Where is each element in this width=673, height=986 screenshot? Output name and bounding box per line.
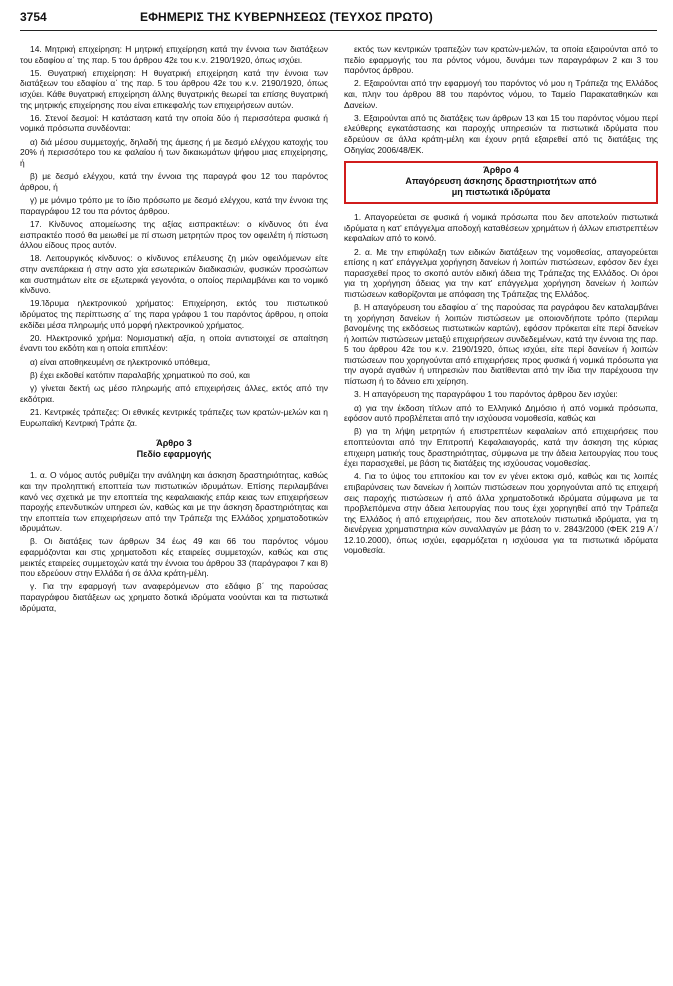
paragraph: 18. Λειτουργικός κίνδυνος: ο κίνδυνος επέλευσης ζη μιών οφειλόμενων είτε στην ανεπάρκεια ή στην αστο χία εσωτερικών διαδικασιών, φυσικών προσώπων και συστημάτων είτε σε εξωτερικά γεγονότα, ο οποίος περιλαμβάνει και το νομικό κίνδυνο. <box>20 253 328 296</box>
page-number: 3754 <box>20 10 47 24</box>
article-3-number: Άρθρο 3 <box>156 438 192 449</box>
paragraph: 15. Θυγατρική επιχείρηση: Η θυγατρική επιχείρηση κατά την έννοια των διατάξεων του εδαφίου α΄ της παρ. 5 του άρθρου 42ε του κ.ν. 2190/1920, όπως ισχύει. Κάθε θυγατρική επιχείρηση άλλης θυγατρικής θεωρεί ται επίσης θυγατρική της μητρικής επιχείρησης που είναι επικεφαλής των επιχειρήσεων αυτών. <box>20 67 328 110</box>
paragraph: β) για τη λήψη μετρητών ή επιστρεπτέων κεφαλαίων από επιχειρήσεις που εποπτεύονται από την Επιτροπή Κεφαλαιαγοράς, κατά την άσκηση της κύριας επιχειρη ματικής τους δραστηριότητας, σύμφωνα με την άδεια λειτουργίας που τους έχει παρασχεθεί, με βάση τις διατάξεις της ισχύουσας νομοθεσίας. <box>344 426 658 469</box>
article-4-title-line-2: μη πιστωτικά ιδρύματα <box>451 187 551 198</box>
paragraph: 3. Η απαγόρευση της παραγράφου 1 του παρόντος άρθρου δεν ισχύει: <box>354 389 618 400</box>
paragraph: 14. Μητρική επιχείρηση: Η μητρική επιχείρηση κατά την έννοια των διατάξεων του εδαφίου α΄ της παρ. 5 του άρθρου 42ε του κ.ν. 2190/1920, όπως ισχύει. <box>20 44 328 65</box>
paragraph: 20. Ηλεκτρονικό χρήμα: Νομισματική αξία, η οποία αντιστοιχεί σε απαίτηση έναντι του εκδότη και η οποία επιπλέον: <box>20 332 328 354</box>
paragraph: β) με δεσμό ελέγχου, κατά την έννοια της παραγρά φου 12 του παρόντος άρθρου, ή <box>20 171 328 192</box>
paragraph: 3. Εξαιρούνται από τις διατάξεις των άρθρων 13 και 15 του παρόντος νόμου περί ελεύθερης εγκατάστασης και παροχής υπηρεσιών τα πιστωτικά ιδρύματα που εδρεύουν σε άλλα κράτη-μέλη και έχουν ρητά εξαιρεθεί από τις διατάξεις της Οδηγίας 2006/48/ΕΚ. <box>344 112 658 155</box>
page-header <box>20 8 657 30</box>
paragraph: α) διά μέσου συμμετοχής, δηλαδή της άμεσης ή με δεσμό ελέγχου κατοχής του 20% ή περισσότερο του κε φαλαίου ή των δικαιωμάτων ψήφου μιας επιχείρησης, ή <box>20 136 328 168</box>
article-4-heading <box>344 161 658 204</box>
paragraph: 2. Εξαιρούνται από την εφαρμογή του παρόντος νό μου η Τράπεζα της Ελλάδος και, πλην του άρθρου 88 του παρόντος νόμου, το Ταμείο Παρακαταθηκών και Δανείων. <box>344 78 658 110</box>
paragraph: 2. α. Με την επιφύλαξη των ειδικών διατάξεων της νομοθεσίας, απαγορεύεται επίσης η κατ' επάγγελμα χορήγηση δανείων ή λοιπών πιστώσεων, εφόσον δεν έχει παρασχεθεί προς το σκοπό αυτόν ειδική άδεια της Τράπεζας της Ελλάδος. Οι όροι για τη χορήγηση άδειας για την κατ' επάγγελμα χορήγηση δανείων ή λοιπών πιστώσεων καθορίζονται με απόφαση της Τράπεζας της Ελλάδος. <box>344 246 658 299</box>
paragraph: 21. Κεντρικές τράπεζες: Οι εθνικές κεντρικές τράπεζες των κρατών-μελών και η Ευρωπαϊκή Κεντρική Τράπε ζα. <box>20 407 328 428</box>
paragraph: 4. Για το ύψος του επιτοκίου και τον εν γένει εκτοκι σμό, καθώς και τις λοιπές επιβαρύνσεις των δανείων ή λοιπών πιστώσεων που χορηγούνται από τις επιχειρή σεις παροχής πιστώσεων ή από άλλα χρηματοδοτικά ιδρύματα σύμφωνα με τα προβλεπόμενα στην άδεια λειτουργίας που τους έχει χορηγηθεί από την Τράπεζα της Ελλάδος ή από επιχειρήσεις, που δεν αποτελούν πιστωτικά ιδρύματα, για τη διενέργεια χρηματιστηρια κών συναλλαγών με βάση το ν. 2843/2000 (ΦΕΚ 219 Α΄/ 12.10.2000), όπως ισχύει, εφαρμόζεται η ισχύουσα για τα πιστωτικά ιδρύματα νομοθεσία. <box>344 471 658 556</box>
gazette-title: ΕΦΗΜΕΡΙΣ ΤΗΣ ΚΥΒΕΡΝΗΣΕΩΣ (ΤΕΥΧΟΣ ΠΡΩΤΟ) <box>140 10 433 24</box>
article-3-title: Πεδίο εφαρμογής <box>136 449 212 460</box>
paragraph: 19.Ίδρυμα ηλεκτρονικού χρήματος: Επιχείρηση, εκτός του πιστωτικού ιδρύματος της περίπτωσης α΄ της παρα γράφου 1 του παρόντος άρθρου, η οποία εκδίδει μέσα πληρωμής υπό μορφή ηλεκτρονικού χρήματος. <box>20 298 328 330</box>
left-column <box>20 44 328 613</box>
paragraph: γ) με μόνιμο τρόπο με το ίδιο πρόσωπο με δεσμό ελέγχου, κατά την έννοια της παραγράφου 12 του πα ρόντος άρθρου. <box>20 195 328 216</box>
article-4-number: Άρθρο 4 <box>483 165 519 176</box>
paragraph: 16. Στενοί δεσμοί: Η κατάσταση κατά την οποία δύο ή περισσότερα φυσικά ή νομικά πρόσωπα συνδέονται: <box>20 112 328 134</box>
paragraph: γ) γίνεται δεκτή ως μέσο πληρωμής από επιχειρήσεις άλλες, εκτός από την εκδότρια. <box>20 383 328 404</box>
right-column <box>344 44 658 556</box>
paragraph: γ. Για την εφαρμογή των αναφερόμενων στο εδάφιο β΄ της παρούσας παραγράφου διατάξεων ως χρηματο δοτικά ιδρύματα νοούνται και τα πιστωτικά ιδρύματα, <box>20 581 328 613</box>
paragraph: εκτός των κεντρικών τραπεζών των κρατών-μελών, τα οποία εξαιρούνται από το πεδίο εφαρμογής του πα ρόντος νόμου, δυνάμει των παραγράφων 2 και 3 του παρόντος άρθρου. <box>344 44 658 76</box>
paragraph: β. Οι διατάξεις των άρθρων 34 έως 49 και 66 του παρόντος νόμου εφαρμόζονται και στις χρηματοδοτι κές εταιρείες συμμετοχών, καθώς και στις μεικτές εταιρείες συμμετοχών κατά την έννοια του άρθρου 33 (παράγραφοι 7 και 8) που εδρεύουν στην Ελλάδα ή σε άλλα κράτη-μέλη. <box>20 536 328 579</box>
paragraph: α) είναι αποθηκευμένη σε ηλεκτρονικό υπόθεμα, <box>30 356 211 367</box>
paragraph: β) έχει εκδοθεί κατόπιν παραλαβής χρηματικού πο σού, και <box>30 370 250 381</box>
paragraph: 1. Απαγορεύεται σε φυσικά ή νομικά πρόσωπα που δεν αποτελούν πιστωτικά ιδρύματα η κατ' επάγγελμα αποδοχή καταθέσεων χρημάτων ή άλλων επιστρεπτέων κεφαλαίων από το κοινό. <box>344 212 658 244</box>
paragraph: 1. α. Ο νόμος αυτός ρυθμίζει την ανάληψη και άσκηση δραστηριότητας, καθώς και την προληπτική εποπτεία των πιστωτικών ιδρυμάτων. Επίσης περιλαμβάνει κανό νες σχετικά με την εποπτεία της κεφαλαιακής επάρ κειας των επιχειρήσεων παροχής επενδυτικών υπηρεσι ών, καθώς και με την άσκηση δραστηριότητας και την εποπτεία των επιχειρήσεων από την Τράπεζα της Ελλάδος χρηματοδοτικών ιδρυμάτων. <box>20 470 328 534</box>
article-4-title-line-1: Απαγόρευση άσκησης δραστηριοτήτων από <box>405 176 597 187</box>
paragraph: β. Η απαγόρευση του εδαφίου α΄ της παρούσας πα ραγράφου δεν καταλαμβάνει τη χορήγηση δανείων ή λοιπών πιστώσεων με οποιονδήποτε τρόπο (περιλαμ βανομένης της εκδόσεως πιστωτικών καρτών), εφόσον πρόκειται είτε περί δανείων ή λοιπών πιστώσεων μεταξύ επιχειρήσεων συνδεδεμένων, κατά την έννοια της παρ. 5 του άρθρου 42ε του κ.ν. 2190/1920, όπως ισχύει, είτε περί δανείων ή λοιπών πιστώσεων που χορηγούνται από επιχειρήσεις προς φυσικά ή νομικά πρόσωπα για την αγορά αγαθών ή υπηρεσιών που διατίθενται από την ίδια την παρέχουσα την πίστωση ή το δάνειο επι χείρηση. <box>344 302 658 386</box>
article-3-heading <box>20 438 328 460</box>
paragraph: 17. Κίνδυνος απομείωσης της αξίας εισπρακτέων: ο κίνδυνος ότι ένα εισπρακτέο ποσό θα μειωθεί με πί στωση μετρητών προς τον οφειλέτη ή πίστωση άλλου είδους προς αυτόν. <box>20 218 328 251</box>
header-divider <box>20 30 657 31</box>
paragraph: α) για την έκδοση τίτλων από το Ελληνικό Δημόσιο ή από νομικά πρόσωπα, εφόσον αυτό προβλέπεται από την ισχύουσα νομοθεσία, καθώς και <box>344 402 658 424</box>
